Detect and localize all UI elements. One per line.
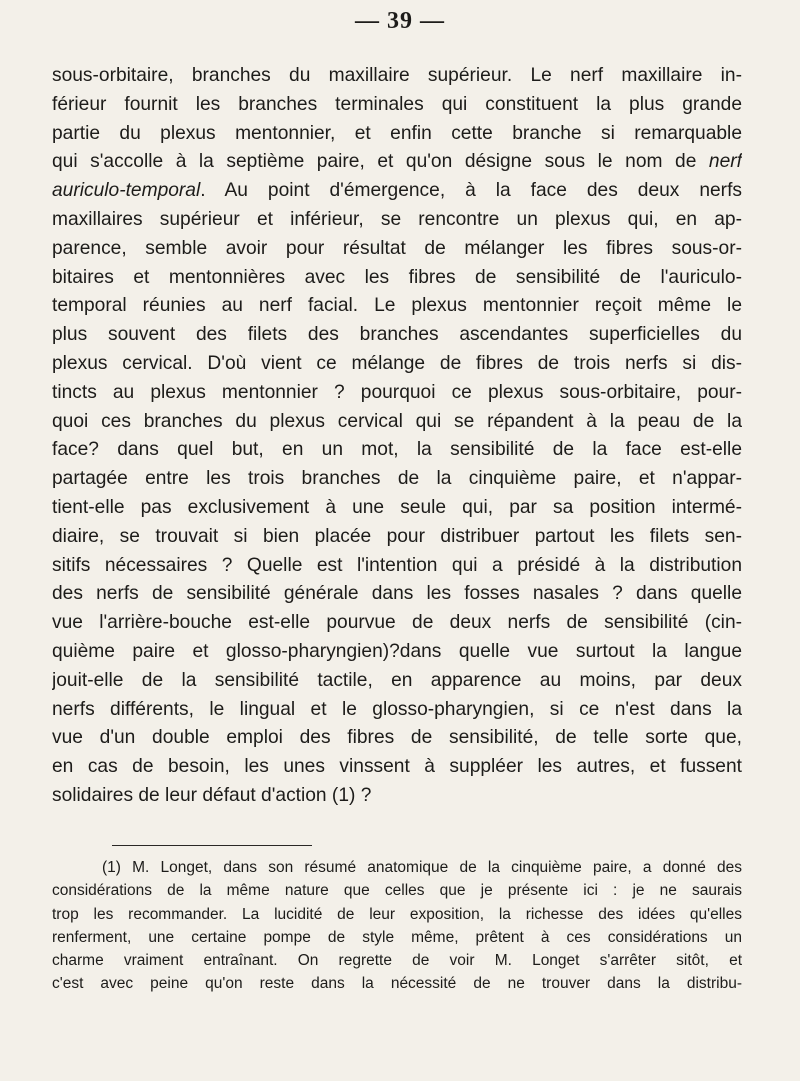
body-line: des nerfs de sensibilité générale dans les fosses nasales ? dans quelle	[52, 583, 742, 605]
body-line-with-italic	[52, 148, 742, 177]
body-line: parence, semble avoir pour résultat de mélanger les fibres sous-or-	[52, 237, 742, 259]
italic-term: nerf	[708, 151, 742, 173]
body-line-text: . Au point d'émergence, à la face des deux nerfs	[200, 180, 742, 202]
body-line: partagée entre les trois branches de la cinquième paire, et n'appar-	[52, 468, 742, 490]
footnote-line: charme vraiment entraînant. On regrette de voir M. Longet s'arrêter sitôt, et	[52, 952, 742, 970]
page-number: — 39 —	[355, 8, 445, 34]
body-text	[52, 62, 742, 811]
body-line: quoi ces branches du plexus cervical qui se répandent à la peau de la	[52, 410, 742, 432]
body-line: tincts au plexus mentonnier ? pourquoi ce plexus sous-orbitaire, pour-	[52, 381, 742, 403]
body-line: vue l'arrière-bouche est-elle pourvue de deux nerfs de sensibilité (cin-	[52, 612, 742, 634]
footnote-line: (1) M. Longet, dans son résumé anatomique de la cinquième paire, a donné des	[102, 859, 742, 876]
footnote	[52, 856, 742, 996]
body-line: vue d'un double emploi des fibres de sensibilité, de telle sorte que,	[52, 727, 742, 749]
footnote-line: considérations de la même nature que celles que je présente ici : je ne saurais	[52, 882, 742, 900]
body-line-text: qui s'accolle à la septième paire, et qu'on désigne sous le nom de	[52, 151, 709, 173]
body-line: plexus cervical. D'où vient ce mélange de fibres de trois nerfs si dis-	[52, 352, 742, 374]
body-line: bitaires et mentonnières avec les fibres de sensibilité de l'auriculo-	[52, 266, 742, 288]
body-line: quième paire et glosso-pharyngien)?dans quelle vue surtout la langue	[52, 640, 742, 662]
body-line: plus souvent des filets des branches ascendantes superficielles du	[52, 324, 742, 346]
body-line: maxillaires supérieur et inférieur, se rencontre un plexus qui, en ap-	[52, 208, 742, 230]
body-line: tient-elle pas exclusivement à une seule qui, par sa position intermé-	[52, 496, 742, 518]
body-line: nerfs différents, le lingual et le glosso-pharyngien, si ce n'est dans la	[52, 698, 742, 720]
body-line: sous-orbitaire, branches du maxillaire supérieur. Le nerf maxillaire in-	[52, 65, 742, 86]
body-line: partie du plexus mentonnier, et enfin cette branche si remarquable	[52, 122, 742, 144]
body-line: en cas de besoin, les unes vinssent à suppléer les autres, et fussent	[52, 756, 742, 778]
body-line: sitifs nécessaires ? Quelle est l'intention qui a présidé à la distribution	[52, 554, 742, 576]
body-line-with-italic	[52, 177, 742, 206]
footnote-line: c'est avec peine qu'on reste dans la nécessité de ne trouver dans la distribu-	[52, 975, 742, 993]
body-line: diaire, se trouvait si bien placée pour distribuer partout les filets sen-	[52, 525, 742, 547]
footnote-line: renferment, une certaine pompe de style même, prêtent à ces considérations un	[52, 928, 742, 946]
body-line: temporal réunies au nerf facial. Le plexus mentonnier reçoit même le	[52, 295, 742, 317]
body-line: férieur fournit les branches terminales qui constituent la plus grande	[52, 93, 742, 115]
body-line: face? dans quel but, en un mot, la sensibilité de la face est-elle	[52, 439, 742, 461]
body-line: jouit-elle de la sensibilité tactile, en apparence au moins, par deux	[52, 669, 742, 691]
italic-term: auriculo-temporal	[52, 180, 201, 202]
body-line: solidaires de leur défaut d'action (1) ?	[52, 784, 372, 806]
footnote-divider	[112, 845, 312, 846]
footnote-line: trop les recommander. La lucidité de leur exposition, la richesse des idées qu'elles	[52, 905, 742, 923]
